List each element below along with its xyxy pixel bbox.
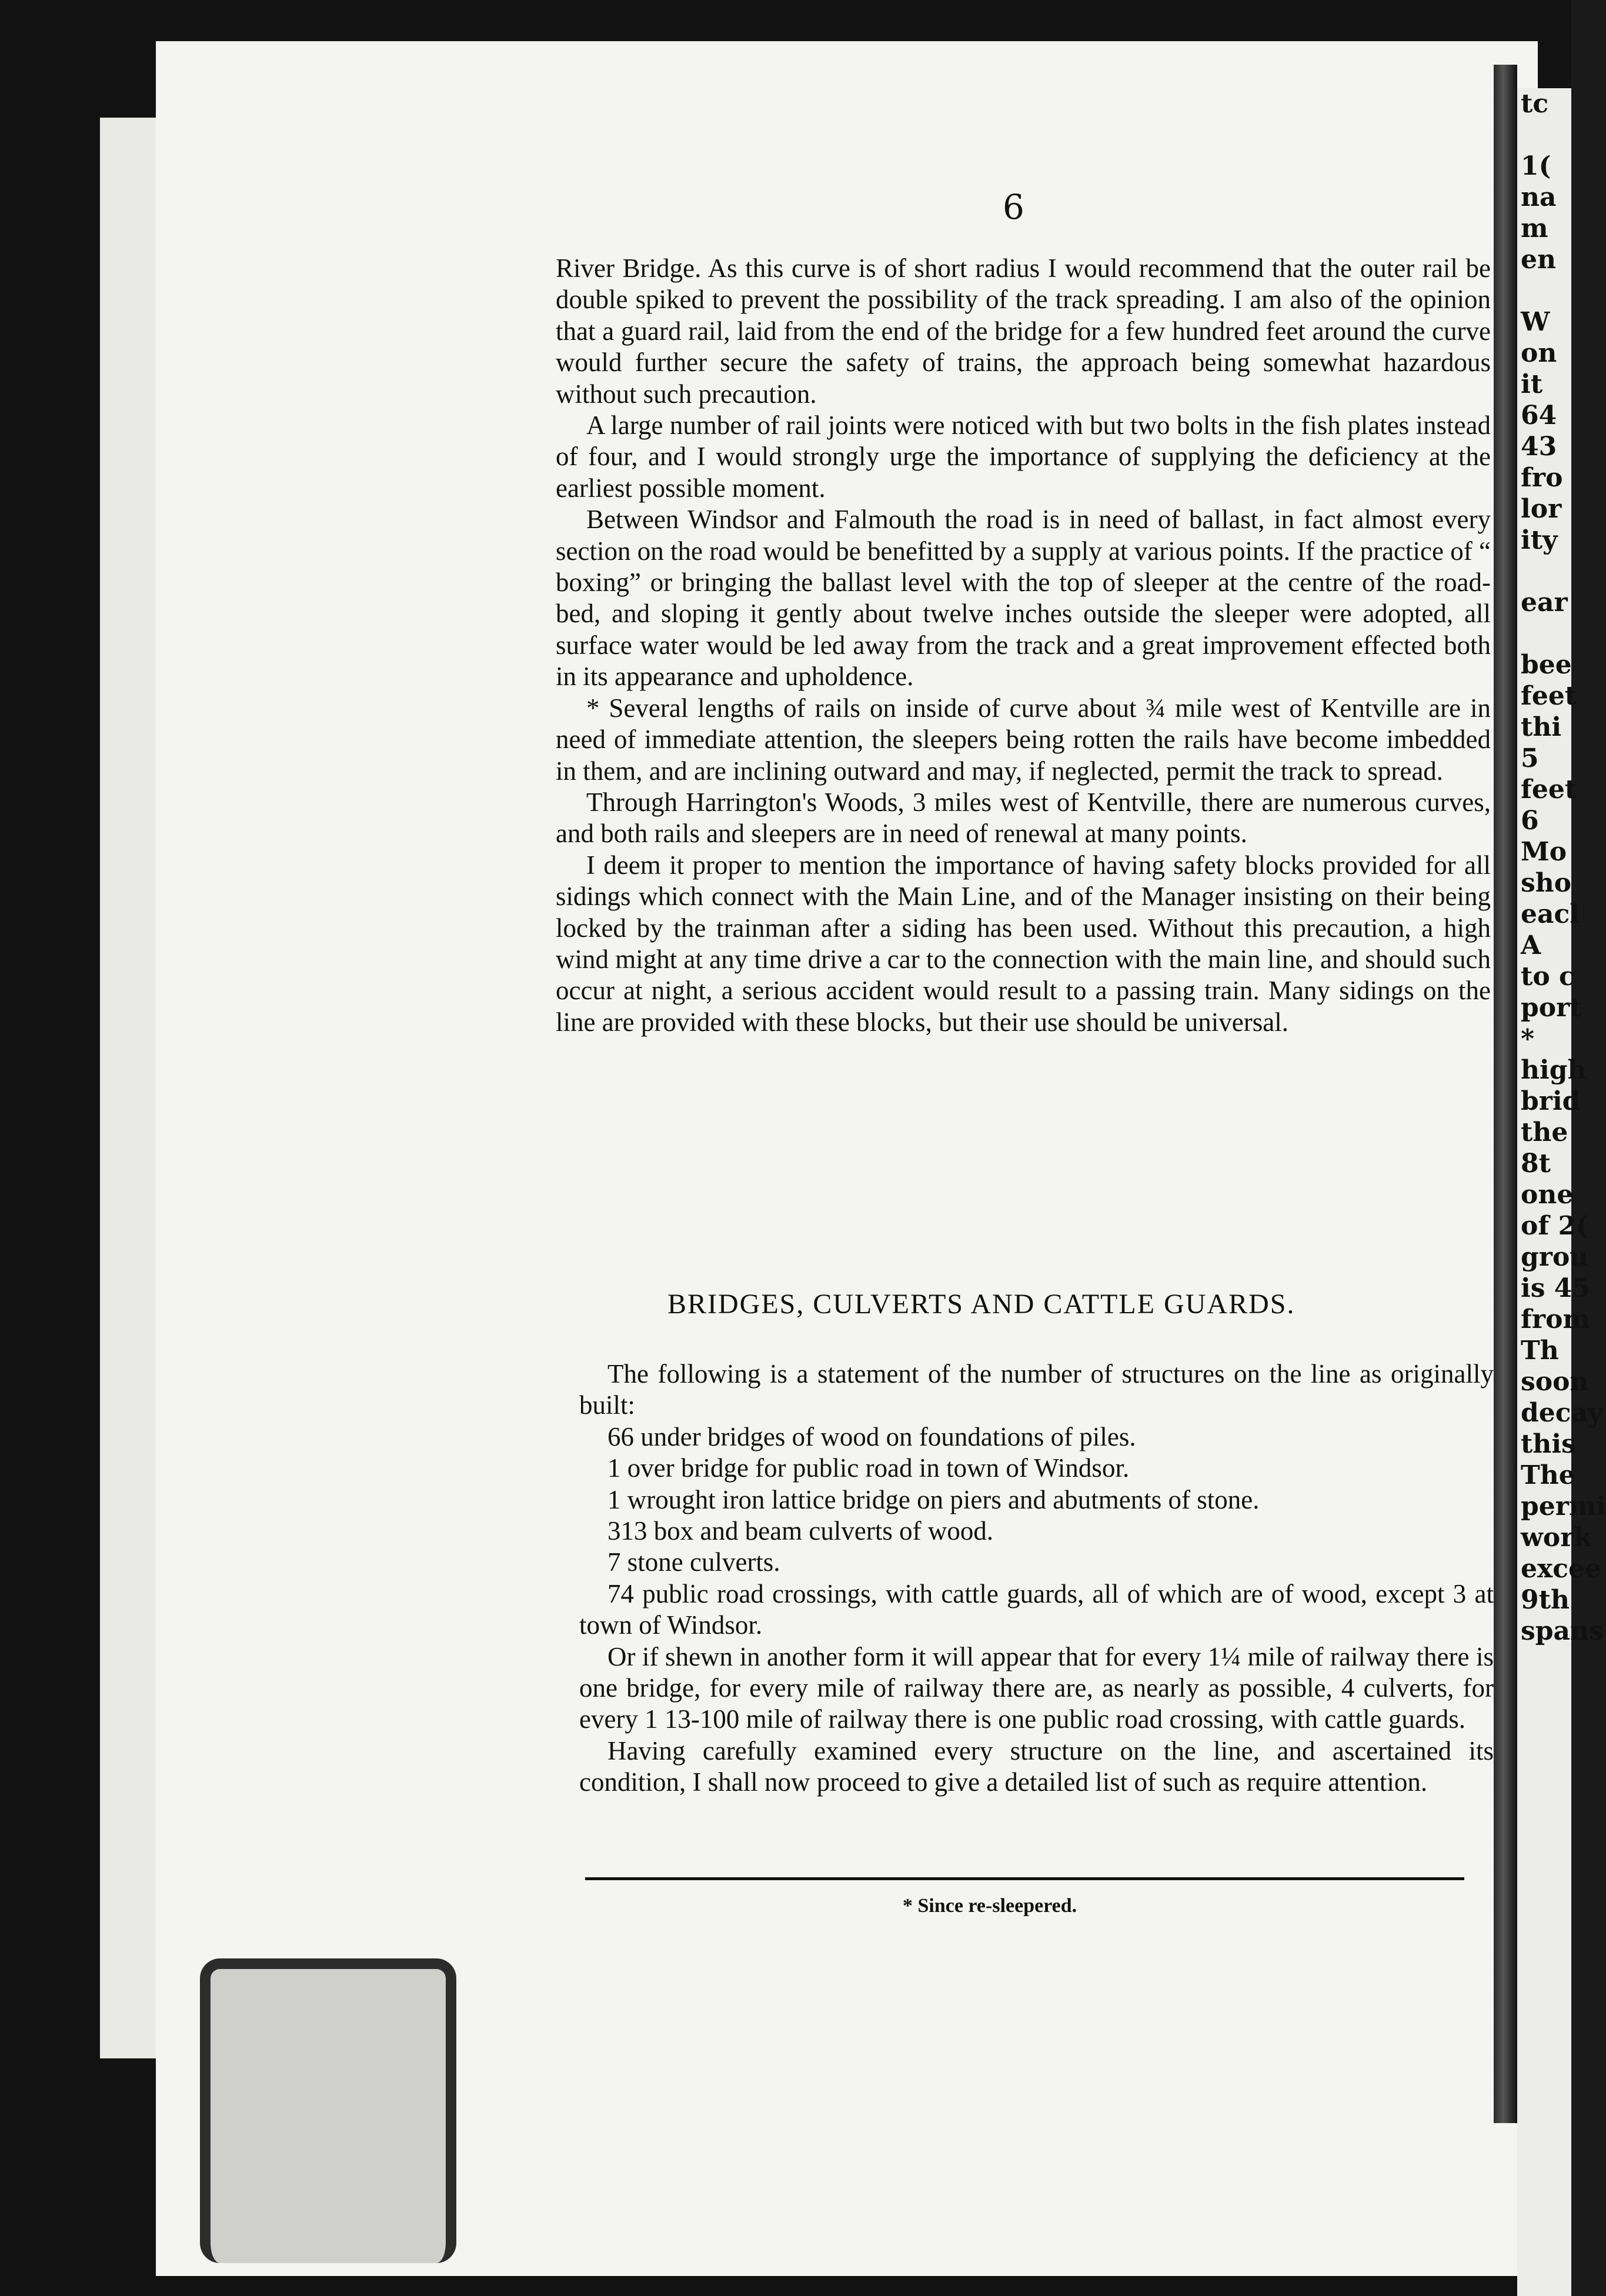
page-number: 6 (1003, 187, 1024, 227)
adjacent-page-text: 64 (1521, 401, 1557, 430)
list-item: 7 stone culverts. (607, 1547, 780, 1577)
adjacent-page-text: bee (1521, 650, 1572, 680)
adjacent-page-text: the (1521, 1117, 1568, 1147)
adjacent-page-text: from (1521, 1304, 1591, 1334)
adjacent-page-fragment (1517, 88, 1606, 2296)
adjacent-page-text: one (1521, 1180, 1574, 1210)
adjacent-page-text: feet (1521, 775, 1577, 805)
underlying-page-edge (100, 118, 159, 2058)
adjacent-page-text: spans (1521, 1616, 1604, 1646)
adjacent-page-text: lor (1521, 494, 1562, 524)
list-item: 1 wrought iron lattice bridge on piers and abutments of stone. (607, 1484, 1260, 1514)
paragraph: River Bridge. As this curve is of short radius I would recommend that the outer rail be double spiked to prevent the possibility of the track spreading. I am also of the opinion that a guard rail, laid from the end of the bridge for a few hundred feet around the curve would further secure the safety of trains, the approach being somewhat hazardous without such precaution. (556, 253, 1491, 409)
adjacent-page-text: tc (1521, 89, 1549, 119)
adjacent-page-text: The (1521, 1460, 1575, 1490)
adjacent-page-text (1517, 618, 1571, 649)
adjacent-page-text: ity (1521, 525, 1558, 555)
adjacent-page-text: it (1521, 369, 1543, 399)
adjacent-page-text: Th (1521, 1336, 1559, 1366)
adjacent-page-text: permi (1521, 1491, 1606, 1521)
section-heading: BRIDGES, CULVERTS AND CATTLE GUARDS. (667, 1289, 1296, 1320)
intro-paragraph: The following is a statement of the number of structures on the line as originally built: (579, 1359, 1494, 1420)
adjacent-page-text: of 2( (1521, 1211, 1589, 1241)
paragraph: A large number of rail joints were noticed with but two bolts in the fish plates instead of four, and I would strongly urge the importance of supplying the deficiency at the earliest possible moment. (556, 411, 1491, 503)
adjacent-page-text: A (1521, 930, 1541, 960)
body-text-bottom (579, 1359, 1494, 1798)
adjacent-page-text: en (1521, 245, 1556, 275)
list-item: 1 over bridge for public road in town of Windsor. (607, 1453, 1130, 1483)
adjacent-page-text: decay (1521, 1398, 1603, 1428)
adjacent-page-text: 8t (1521, 1149, 1551, 1179)
adjacent-page-text: 6 (1521, 806, 1539, 836)
paragraph: Through Harrington's Woods, 3 miles west of Kentville, there are numerous curves, and both rails and sleepers are in need of renewal at many points. (556, 787, 1491, 849)
adjacent-page-text: ear (1521, 588, 1568, 618)
list-item: 74 public road crossings, with cattle guards, all of which are of wood, except 3 at town of Windsor. (579, 1578, 1494, 1640)
adjacent-page-text: 1( (1521, 151, 1551, 181)
adjacent-page-text: * (1521, 1024, 1535, 1054)
adjacent-page-text: grou (1521, 1242, 1589, 1272)
binding-clip (200, 1958, 456, 2263)
adjacent-page-text: 43 (1521, 432, 1557, 462)
paragraph: Or if shewn in another form it will appear that for every 1¼ mile of railway there is one bridge, for every mile of railway there are, as nearly as possible, 4 culverts, for every 1 13-100 mile of railway there is one public road crossing, with cattle guards. (579, 1641, 1494, 1734)
adjacent-page-text: soon (1521, 1367, 1589, 1397)
paragraph: I deem it proper to mention the importance of having safety blocks provided for all sidings which connect with the Main Line, and of the Manager insisting on their being locked by the trainman after a siding has been used. Without this precaution, a high wind might at any time drive a car to the connection with the main line, and should such occur at night, a serious accident would result to a passing train. Many sidings on the line are provided with these blocks, but their use should be universal. (556, 850, 1491, 1037)
adjacent-page-text: Mo (1521, 837, 1567, 867)
paragraph: Having carefully examined every structure on the line, and ascertained its condition, I shall now proceed to give a detailed list of such as require attention. (579, 1736, 1494, 1797)
adjacent-page-text: high (1521, 1055, 1587, 1085)
footnote-rule (585, 1877, 1464, 1880)
adjacent-page-text: feet (1521, 681, 1577, 711)
adjacent-page-text: W (1521, 307, 1550, 337)
list-item: 66 under bridges of wood on foundations of piles. (607, 1421, 1136, 1451)
adjacent-page-text: na (1521, 182, 1557, 212)
adjacent-page-text: excee (1521, 1554, 1602, 1584)
adjacent-page-text: is 45 (1521, 1273, 1591, 1303)
adjacent-page-text: port (1521, 993, 1582, 1023)
adjacent-page-text: on (1521, 338, 1557, 368)
adjacent-page-text: 9th (1521, 1585, 1570, 1615)
adjacent-page-text: 5 (1521, 743, 1539, 773)
adjacent-page-text: this (1521, 1429, 1576, 1459)
adjacent-page-text: thi (1521, 712, 1562, 742)
adjacent-page-text (1517, 119, 1571, 151)
paragraph: Between Windsor and Falmouth the road is in need of ballast, in fact almost every section on the road would be benefitted by a supply at various points. If the practice of “ boxing” or bringing the ballast level with the top of sleeper at the centre of the road-bed, and sloping it gently about twelve inches outside the sleeper were adopted, all surface water would be led away from the track and a great improvement effected both in its appearance and upholdence. (556, 505, 1491, 692)
paragraph-footnoted: * Several lengths of rails on inside of curve about ¾ mile west of Kentville are in need of immediate attention, the sleepers being rotten the rails have become imbedded in them, and are inclining outward and may, if neglected, permit the track to spread. (556, 693, 1491, 786)
footnote: * Since re-sleepered. (903, 1895, 1077, 1917)
adjacent-page-text (1517, 275, 1571, 306)
adjacent-page-text: m (1521, 213, 1548, 243)
adjacent-page-text (1517, 556, 1571, 587)
book-gutter (1494, 65, 1517, 2123)
adjacent-page-text: brid (1521, 1086, 1581, 1116)
body-text-top (556, 253, 1491, 1038)
adjacent-page-text: fro (1521, 463, 1563, 493)
adjacent-page-text: to c (1521, 962, 1575, 992)
adjacent-page-text: work (1521, 1523, 1592, 1553)
list-item: 313 box and beam culverts of wood. (607, 1516, 994, 1546)
adjacent-page-text: eacl (1521, 899, 1580, 929)
adjacent-page-text: sho (1521, 868, 1572, 898)
